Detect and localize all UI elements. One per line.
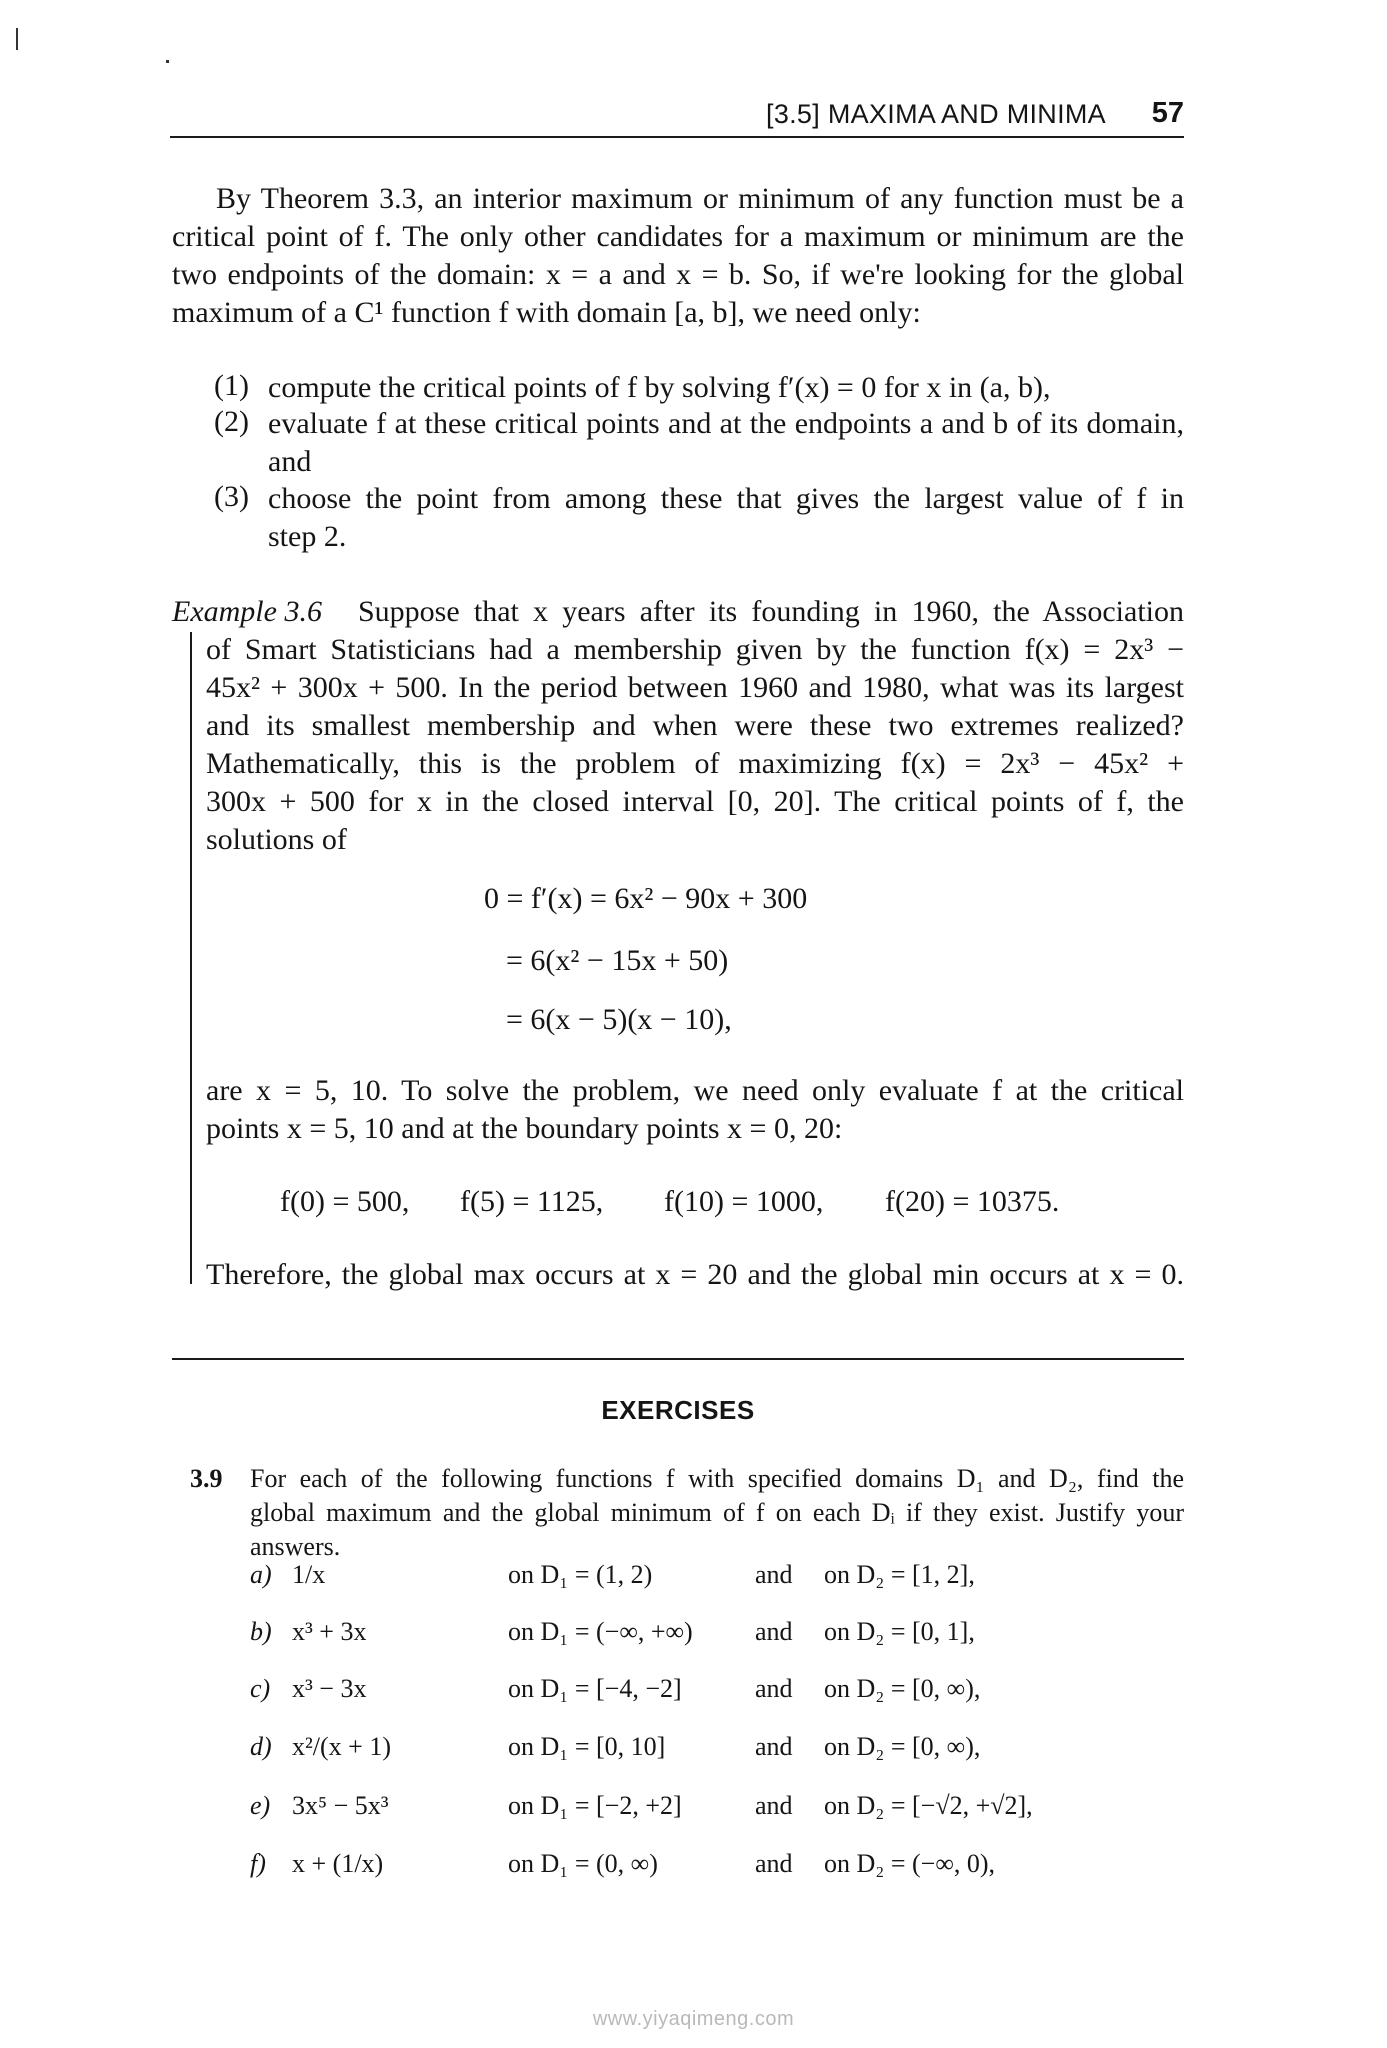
step-text [268, 369, 1184, 407]
item-function: x + (1/x) [292, 1849, 384, 1878]
scan-mark [16, 28, 18, 50]
example-after [206, 1072, 1184, 1148]
exercises-title: EXERCISES [601, 1395, 755, 1425]
step-line: evaluate f at these critical points and at the endpoints a and b of its domain, [268, 407, 1184, 440]
item-label: b) [250, 1617, 272, 1646]
item-and: and [755, 1791, 793, 1820]
exercises-rule [172, 1358, 1184, 1360]
page-number: 57 [1151, 97, 1184, 129]
equation-line: = 6(x − 5)(x − 10), [506, 1003, 732, 1036]
item-domain-2: on D₂ = [1, 2], [824, 1560, 975, 1589]
step-text [268, 480, 1184, 556]
item-domain-1: on D₁ = [−2, +2] [508, 1791, 682, 1820]
value-f5: f(5) = 1125, [460, 1185, 604, 1218]
example-line: and its smallest membership and when were these two extremes realized? [206, 709, 1184, 742]
item-label: d) [250, 1732, 272, 1761]
exercise-prompt-line: For each of the following functions f with specified domains D₁ and D₂, find the [250, 1464, 1184, 1493]
footer-watermark: www.yiyaqimeng.com [592, 2008, 795, 2030]
item-domain-2: on D₂ = [0, 1], [824, 1617, 975, 1646]
exercise-item [250, 1732, 272, 1762]
example-line: Mathematically, this is the problem of maximizing f(x) = 2x³ − 45x² + [206, 747, 1184, 780]
example-label [172, 593, 322, 631]
item-domain-1: on D₁ = [−4, −2] [508, 1674, 682, 1703]
header-rule [170, 136, 1184, 138]
item-domain-1: on D₁ = (−∞, +∞) [508, 1617, 693, 1646]
scan-dot [166, 60, 169, 63]
exercise-item [250, 1849, 266, 1879]
step-text [268, 405, 1184, 481]
item-domain-2: on D₂ = [−√2, +√2], [824, 1791, 1033, 1820]
step-line: compute the critical points of f by solving f′(x) = 0 for x in (a, b), [268, 371, 1051, 404]
item-label: a) [250, 1560, 272, 1589]
exercise-item [250, 1791, 270, 1821]
step-line: choose the point from among these that gives the largest value of f in [268, 482, 1184, 515]
intro-line: two endpoints of the domain: x = a and x = b. So, if we're looking for the global [172, 258, 1184, 291]
equation-line: = 6(x² − 15x + 50) [506, 944, 729, 977]
step-line: and [268, 445, 312, 478]
example-line: solutions of [206, 823, 347, 856]
exercise-prompt [250, 1462, 1184, 1564]
item-function: 3x⁵ − 5x³ [292, 1791, 389, 1820]
example-line: 45x² + 300x + 500. In the period between 1960 and 1980, what was its largest [206, 671, 1184, 704]
example-line: 300x + 500 for x in the closed interval [0, 20]. The critical points of f, the [206, 785, 1184, 818]
item-label: e) [250, 1791, 271, 1820]
item-function: x²/(x + 1) [292, 1732, 391, 1761]
equation-line: 0 = f′(x) = 6x² − 90x + 300 [484, 882, 808, 915]
item-label: c) [250, 1674, 271, 1703]
running-header: [3.5] MAXIMA AND MINIMA [766, 99, 1106, 129]
item-domain-1: on D₁ = (0, ∞) [508, 1849, 658, 1878]
example-label-text: Example 3.6 [172, 595, 322, 628]
exercise-number [190, 1462, 223, 1496]
intro-line: critical point of f. The only other candidates for a maximum or minimum are the [172, 220, 1184, 253]
exercise-item [250, 1617, 272, 1647]
example-line: Therefore, the global max occurs at x = 20 and the global min occurs at x = 0. [206, 1258, 1184, 1291]
step-label: (1) [214, 369, 249, 402]
example-line: are x = 5, 10. To solve the problem, we need only evaluate f at the critical [206, 1074, 1184, 1107]
item-and: and [755, 1674, 793, 1703]
step-line: step 2. [268, 520, 347, 553]
item-function: x³ + 3x [292, 1617, 367, 1646]
step-label: (3) [214, 480, 249, 513]
value-f20: f(20) = 10375. [885, 1185, 1060, 1218]
example-line: of Smart Statisticians had a membership given by the function f(x) = 2x³ − [206, 633, 1184, 666]
intro-paragraph [172, 180, 1184, 332]
step-label: (2) [214, 405, 249, 438]
item-domain-1: on D₁ = [0, 10] [508, 1732, 666, 1761]
example-line: points x = 5, 10 and at the boundary points x = 0, 20: [206, 1112, 843, 1145]
item-and: and [755, 1617, 793, 1646]
intro-line: By Theorem 3.3, an interior maximum or minimum of any function must be a [216, 182, 1184, 215]
example-body [206, 631, 1184, 859]
example-first-line [358, 593, 1184, 631]
item-and: and [755, 1732, 793, 1761]
exercise-item [250, 1674, 270, 1704]
item-function: 1/x [292, 1560, 326, 1589]
item-and: and [755, 1560, 793, 1589]
example-line: Suppose that x years after its founding in 1960, the Association [358, 595, 1184, 628]
item-domain-2: on D₂ = [0, ∞), [824, 1732, 981, 1761]
exercise-number-text: 3.9 [190, 1464, 223, 1493]
intro-line: maximum of a C¹ function f with domain [a, b], we need only: [172, 296, 921, 329]
item-label: f) [250, 1849, 266, 1878]
item-domain-2: on D₂ = (−∞, 0), [824, 1849, 996, 1878]
exercise-prompt-line: answers. [250, 1532, 341, 1561]
example-conclusion [206, 1256, 1184, 1294]
example-margin-bar [190, 632, 192, 1284]
exercise-item [250, 1560, 272, 1590]
item-domain-2: on D₂ = [0, ∞), [824, 1674, 981, 1703]
item-and: and [755, 1849, 793, 1878]
value-f0: f(0) = 500, [280, 1185, 410, 1218]
value-f10: f(10) = 1000, [664, 1185, 824, 1218]
item-domain-1: on D₁ = (1, 2) [508, 1560, 653, 1589]
exercise-prompt-line: global maximum and the global minimum of f on each Dᵢ if they exist. Justify your [250, 1498, 1184, 1527]
item-function: x³ − 3x [292, 1674, 367, 1703]
